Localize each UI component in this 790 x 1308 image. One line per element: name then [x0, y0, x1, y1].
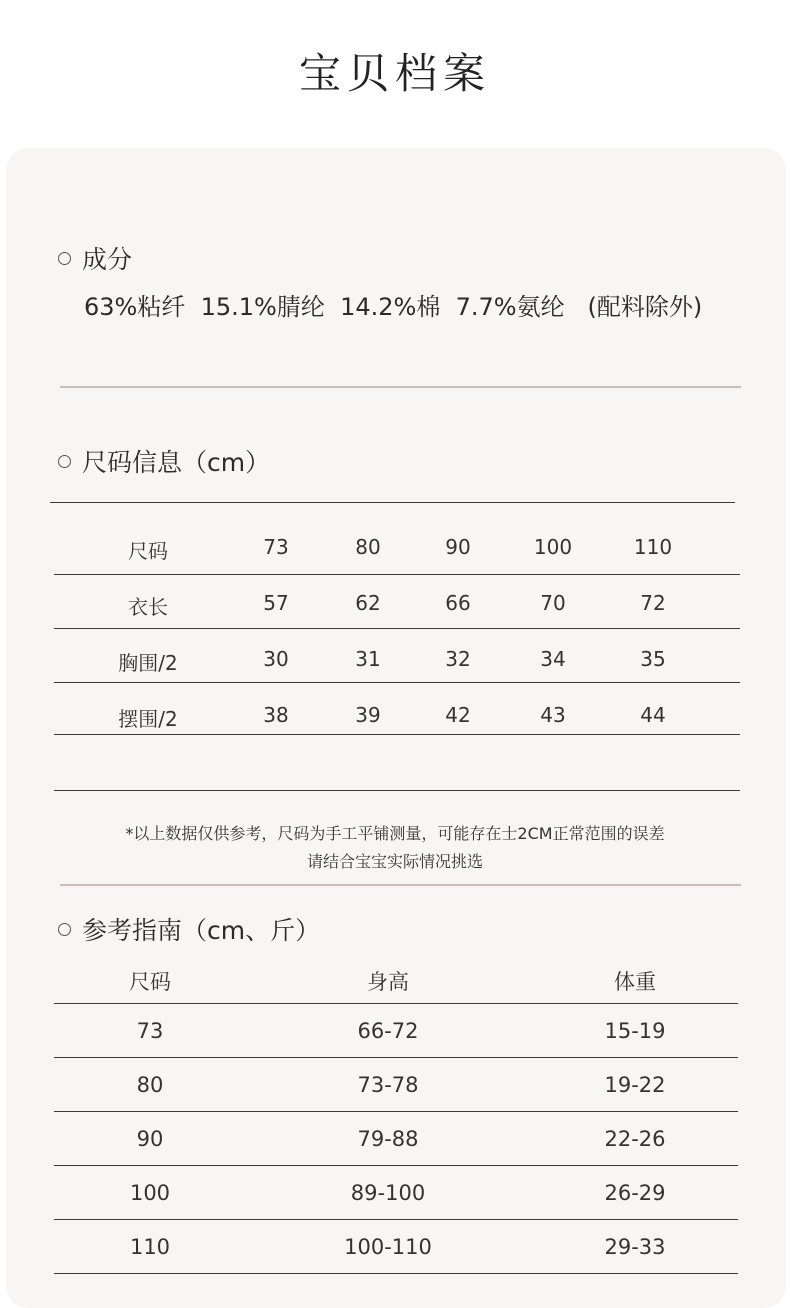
size-table-cell: 110 — [633, 535, 673, 559]
composition-heading — [58, 240, 132, 276]
table-row-divider — [54, 682, 740, 683]
guide-table-cell: 89-100 — [350, 1181, 426, 1205]
section-divider — [60, 386, 741, 388]
table-row-divider — [54, 1057, 738, 1058]
guide-table-cell: 100-110 — [344, 1235, 432, 1259]
measurement-note-secondary: 请结合宝宝实际情况挑选 — [306, 852, 483, 871]
table-row-divider — [54, 574, 740, 575]
guide-table-cell: 110 — [129, 1235, 171, 1259]
size-table-cell: 66 — [445, 591, 471, 615]
size-table-cell: 80 — [355, 535, 381, 559]
guide-table-cell: 22-26 — [604, 1127, 666, 1151]
table-top-rule — [50, 502, 735, 503]
size-table-cell: 38 — [263, 703, 289, 727]
size-row-label: 摆围/2 — [118, 707, 178, 731]
table-row-divider — [54, 734, 740, 735]
table-row-divider — [54, 1219, 738, 1220]
size-table-cell: 57 — [263, 591, 289, 615]
guide-table-cell: 26-29 — [604, 1181, 666, 1205]
circle-bullet-icon — [58, 252, 71, 265]
size-row-label: 胸围/2 — [118, 651, 178, 675]
size-table-cell: 30 — [263, 647, 289, 671]
size-table-cell: 70 — [540, 591, 566, 615]
guide-table-cell: 80 — [136, 1073, 164, 1097]
guide-header-cell: 尺码 — [129, 970, 171, 994]
guide-heading-label: 参考指南（cm、斤） — [82, 916, 321, 945]
size-row-label: 衣长 — [128, 595, 168, 619]
size-table-cell: 100 — [533, 535, 573, 559]
guide-table-cell: 15-19 — [604, 1019, 666, 1043]
guide-table-cell: 100 — [129, 1181, 171, 1205]
table-row-divider — [54, 1273, 738, 1274]
guide-table-cell: 79-88 — [357, 1127, 419, 1151]
table-row-divider — [54, 1165, 738, 1166]
table-row-divider — [54, 1003, 738, 1004]
size-table-cell: 73 — [263, 535, 289, 559]
circle-bullet-icon — [58, 923, 71, 936]
section-divider — [60, 884, 741, 886]
table-row-divider — [54, 1111, 738, 1112]
measurement-note: *以上数据仅供参考，尺码为手工平铺测量，可能存在士2CM正常范围的误差 — [125, 824, 665, 843]
size-row-label: 尺码 — [128, 539, 168, 563]
composition-text: 63%粘纤 15.1%腈纶 14.2%棉 7.7%氨纶 (配料除外) — [84, 293, 703, 321]
guide-header-cell: 身高 — [367, 970, 409, 994]
size-table-cell: 39 — [355, 703, 381, 727]
guide-table-cell: 19-22 — [604, 1073, 666, 1097]
size-info-heading — [58, 443, 270, 479]
size-table-cell: 35 — [640, 647, 666, 671]
guide-heading — [58, 911, 320, 947]
page-title: 宝贝档案 — [298, 49, 491, 98]
guide-table-cell: 66-72 — [357, 1019, 419, 1043]
size-table-cell: 42 — [445, 703, 471, 727]
circle-bullet-icon — [58, 455, 71, 468]
size-table-cell: 34 — [540, 647, 566, 671]
size-table-cell: 90 — [445, 535, 471, 559]
table-row-divider — [54, 628, 740, 629]
size-info-heading-label: 尺码信息（cm） — [82, 448, 271, 477]
size-table-cell: 44 — [640, 703, 666, 727]
size-table-cell: 32 — [445, 647, 471, 671]
guide-table-cell: 73-78 — [357, 1073, 419, 1097]
guide-header-cell: 体重 — [614, 970, 656, 994]
guide-table-cell: 90 — [136, 1127, 164, 1151]
size-table-cell: 31 — [355, 647, 381, 671]
guide-table-cell: 29-33 — [604, 1235, 666, 1259]
composition-heading-label: 成分 — [82, 245, 133, 274]
guide-table-cell: 73 — [136, 1019, 164, 1043]
table-bottom-rule — [54, 790, 740, 791]
size-table-cell: 62 — [355, 591, 381, 615]
size-table-cell: 72 — [640, 591, 666, 615]
size-table-cell: 43 — [540, 703, 566, 727]
